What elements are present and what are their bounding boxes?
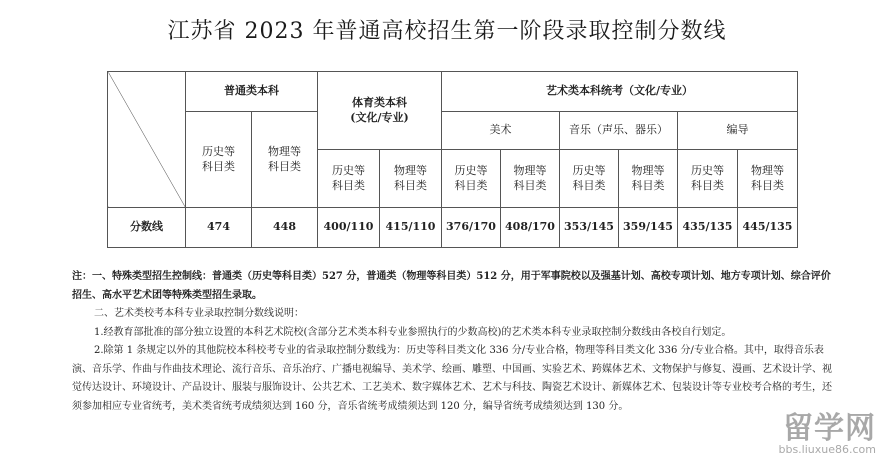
note-arts-item-1: 1.经教育部批准的部分独立设置的本科艺术院校(含部分艺术类本科专业参照执行的少数高校)的艺术类本科专业录取控制分数线由各校自行划定。 [94, 326, 732, 338]
subheader-music: 音乐（声乐、器乐） [560, 112, 678, 150]
column-history: 历史等 科目类 [560, 150, 619, 208]
score-cell: 408/170 [501, 208, 560, 248]
score-cell: 359/145 [619, 208, 678, 248]
note-arts-heading: 二、艺术类校考本科专业录取控制分数线说明： [94, 308, 304, 319]
subheader-directing: 编导 [678, 112, 798, 150]
score-cell: 448 [252, 208, 318, 248]
watermark-url: bbs.liuxue86.com [778, 443, 876, 456]
column-history: 历史等 科目类 [678, 150, 738, 208]
watermark [778, 403, 876, 456]
column-physics: 物理等 科目类 [738, 150, 798, 208]
column-history: 历史等 科目类 [318, 150, 380, 208]
column-history: 历史等 科目类 [442, 150, 501, 208]
score-cell: 474 [186, 208, 252, 248]
note-prefix: 注： [72, 271, 92, 282]
score-cell: 435/135 [678, 208, 738, 248]
row-label-score: 分数线 [108, 208, 186, 248]
score-cell: 415/110 [380, 208, 442, 248]
column-physics: 物理等 科目类 [252, 112, 318, 208]
note-arts-item-2: 2.除第 1 条规定以外的其他院校本科校考专业的省录取控制分数线为：历史等科目类文化 336 分/专业合格，物理等科目类文化 336 分/专业合格。其中，取得音乐表演、音乐学、作曲与作曲技术理论、流行音乐、音乐治疗、广播电视编导、美术学、绘画、雕塑、中国画、实验艺术、跨媒体艺术、文物保护与修复、漫画、艺术设计学、视觉传达设计、环境设计、产品设计、服装与服饰设计、公共艺术、工艺美术、数字媒体艺术、艺术与科技、陶瓷艺术设计、新媒体艺术、包装设计等专业校考合格的考生，还须参加相应专业省统考，美术类省统考成绩须达到 160 分，音乐省统考成绩须达到 120 分，编导省统考成绩须达到 130 分。 [72, 345, 832, 412]
column-physics: 物理等 科目类 [501, 150, 560, 208]
notes-section [72, 268, 832, 416]
subheader-fine-arts: 美术 [442, 112, 560, 150]
score-cell: 400/110 [318, 208, 380, 248]
score-cell: 376/170 [442, 208, 501, 248]
column-history: 历史等 科目类 [186, 112, 252, 208]
header-arts: 艺术类本科统考（文化/专业） [442, 72, 798, 112]
page-title: 江苏省 2023 年普通高校招生第一阶段录取控制分数线 [167, 19, 727, 44]
watermark-logo: 留学网 [783, 411, 876, 446]
column-physics: 物理等 科目类 [619, 150, 678, 208]
score-cell: 353/145 [560, 208, 619, 248]
score-cell: 445/135 [738, 208, 798, 248]
header-general: 普通类本科 [186, 72, 318, 112]
diagonal-corner-cell [108, 72, 186, 208]
note-special-types [72, 268, 832, 305]
note-special-types-text: 一、特殊类型招生控制线：普通类（历史等科目类）527 分，普通类（物理等科目类）512 分，用于军事院校以及强基计划、高校专项计划、地方专项计划、综合评价招生、高水平艺术团等特殊类型招生录取。 [72, 271, 831, 301]
header-sports: 体育类本科 (文化/专业) [318, 72, 442, 150]
score-table [107, 71, 798, 248]
column-physics: 物理等 科目类 [380, 150, 442, 208]
